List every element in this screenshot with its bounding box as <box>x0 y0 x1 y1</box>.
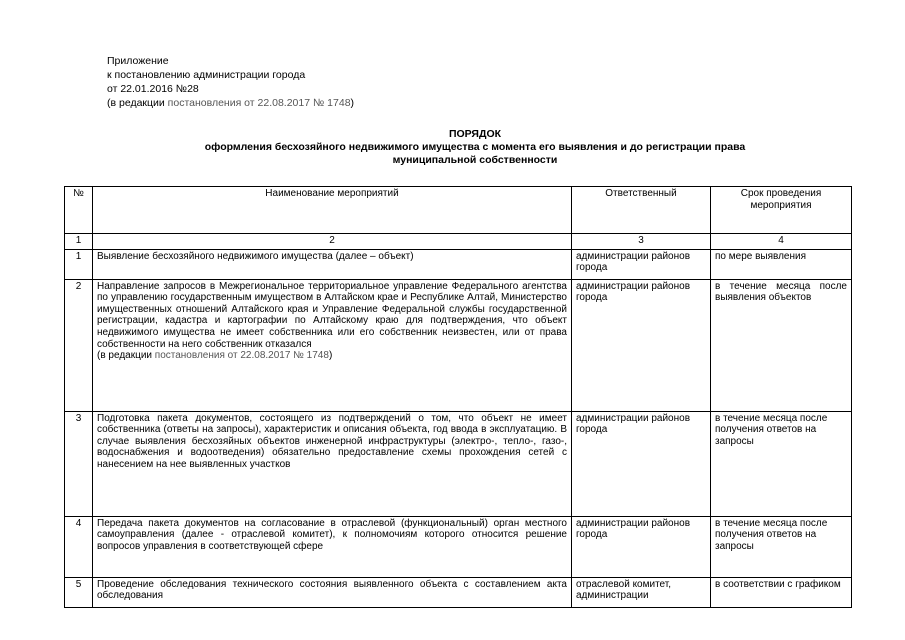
column-number: 4 <box>711 234 852 250</box>
appendix-line: от 22.01.2016 №28 <box>107 83 199 95</box>
header-num: № <box>65 187 93 234</box>
row-activity: Выявление бесхозяйного недвижимого имущества (далее – объект) <box>93 249 572 279</box>
row-activity-text: Направление запросов в Межрегиональное территориальное управление Федерального агентства по управлению государственным имуществом в Алтайском крае и Республике Алтай, Министерство имущественных отношений Алтайского края и Управление Федеральной службы государственной регистрации, кадастра и картографии по Алтайскому краю для подтверждения, что объект недвижимого имущества не имеет собственника или его собственник неизвестен, или от права собственности на него собственник отказался <box>97 280 567 350</box>
row-edition-prefix: (в редакции <box>97 350 152 362</box>
row-activity: Проведение обследования технического состояния выявленного объекта с составлением акта обследования <box>93 577 572 607</box>
row-term: в течение месяца после выявления объектов <box>711 279 852 411</box>
header-resp: Ответственный <box>572 187 711 234</box>
row-number: 5 <box>65 577 93 607</box>
table-row <box>65 249 852 279</box>
row-activity: Подготовка пакета документов, состоящего из подтверждений о том, что объект не имеет собственника (ответы на запросы), характеристик и описания объекта, год ввода в эксплуатацию. В случае выявления бесхозяйных объектов инженерной инфраструктуры (электро-, тепло-, газо-, водоснабжения и водоотведения) обязательно предоставление схемы прохождения сетей с нанесением на нее выявленных участков <box>93 411 572 516</box>
row-edition-link[interactable]: постановления от 22.08.2017 № 1748 <box>154 350 329 362</box>
header-name: Наименование мероприятий <box>93 187 572 234</box>
row-term: в соответствии с графиком <box>711 577 852 607</box>
row-responsible: администрации районов города <box>572 279 711 411</box>
row-number: 3 <box>65 411 93 516</box>
column-number: 3 <box>572 234 711 250</box>
row-edition-note <box>97 350 567 362</box>
appendix-line: Приложение <box>107 55 169 67</box>
row-responsible: отраслевой комитет, администрации <box>572 577 711 607</box>
table-header-row <box>65 187 852 234</box>
appendix-block <box>107 54 354 110</box>
document-title <box>60 128 890 167</box>
column-number: 2 <box>93 234 572 250</box>
title-heading: ПОРЯДОК <box>448 128 502 140</box>
column-number: 1 <box>65 234 93 250</box>
row-activity: Передача пакета документов на согласование в отраслевой (функциональный) орган местного самоуправления (далее - отраслевой комитет), к полномочиям которого относится решение вопросов управления в соответствующей сфере <box>93 516 572 577</box>
row-responsible: администрации районов города <box>572 411 711 516</box>
procedure-table <box>64 186 852 608</box>
row-responsible: администрации районов города <box>572 516 711 577</box>
table-row <box>65 411 852 516</box>
row-activity <box>93 279 572 411</box>
row-term: в течение месяца после получения ответов на запросы <box>711 516 852 577</box>
row-term: в течение месяца после получения ответов на запросы <box>711 411 852 516</box>
table-row <box>65 516 852 577</box>
edition-note-prefix: (в редакции <box>107 97 165 109</box>
row-number: 4 <box>65 516 93 577</box>
row-edition-suffix: ) <box>328 350 333 362</box>
row-term: по мере выявления <box>711 249 852 279</box>
row-responsible: администрации районов города <box>572 249 711 279</box>
row-number: 2 <box>65 279 93 411</box>
edition-note-suffix: ) <box>350 97 355 109</box>
table-row <box>65 577 852 607</box>
edition-link[interactable]: постановления от 22.08.2017 № 1748 <box>167 97 351 109</box>
table-row <box>65 279 852 411</box>
header-term: Срок проведения мероприятия <box>711 187 852 234</box>
edition-note <box>107 96 354 110</box>
row-number: 1 <box>65 249 93 279</box>
title-subheading-cont: муниципальной собственности <box>392 154 558 166</box>
table-numbering-row <box>65 234 852 250</box>
title-subheading: оформления бесхозяйного недвижимого имущества с момента его выявления и до регистрации права <box>204 141 746 153</box>
appendix-line: к постановлению администрации города <box>107 69 306 81</box>
